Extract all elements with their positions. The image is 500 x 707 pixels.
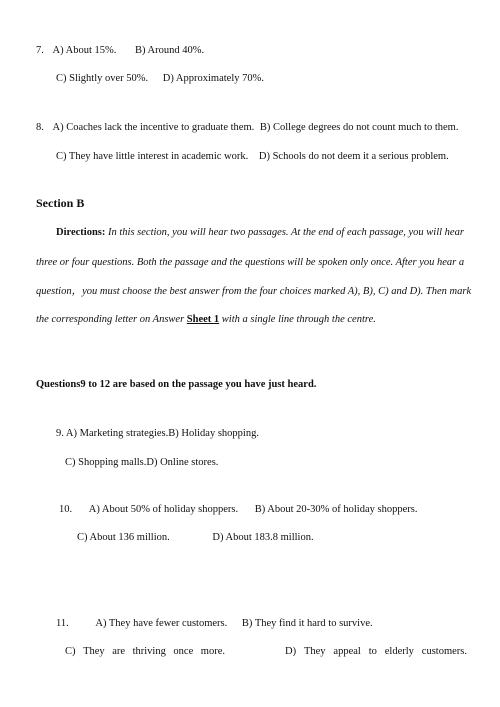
option-b: B) Around 40%. <box>135 45 205 56</box>
directions-line-4 <box>36 313 376 326</box>
option-b: B) They find it hard to survive. <box>241 618 373 629</box>
answer-sheet-reference: Sheet 1 <box>186 314 220 325</box>
option-word: elderly <box>384 646 414 657</box>
option-a: A) Coaches lack the incentive to graduate them. <box>52 122 255 133</box>
question-7-line-2 <box>56 72 264 85</box>
option-b: B) College degrees do not count much to them. <box>259 122 459 133</box>
directions-label: Directions: <box>56 227 106 238</box>
directions-line-2: three or four questions. Both the passage and the questions will be spoken only once. After you hear a <box>36 257 465 268</box>
directions-line-1 <box>56 226 464 239</box>
option-word: more. <box>200 646 225 657</box>
option-word: once <box>173 646 194 657</box>
question-8-line-1 <box>36 121 458 134</box>
section-title: Section B <box>36 196 85 210</box>
question-8-line-2 <box>56 150 449 163</box>
option-b: B) About 20-30% of holiday shoppers. <box>254 504 418 515</box>
option-word: C) <box>65 646 76 657</box>
option-word: customers. <box>421 646 467 657</box>
option-a: A) About 50% of holiday shoppers. <box>88 504 239 515</box>
option-d: D) Schools do not deem it a serious problem. <box>258 151 449 162</box>
option-word: to <box>368 646 377 657</box>
question-11-line-1 <box>56 617 373 630</box>
question-number: 8. <box>36 122 44 133</box>
question-11-line-2 <box>65 645 467 658</box>
option-c: C) They have little interest in academic work. <box>56 151 249 162</box>
option-d <box>285 645 467 658</box>
option-word: They <box>303 646 326 657</box>
option-c <box>65 645 225 658</box>
option-a: A) They have fewer customers. <box>95 618 228 629</box>
directions-text: the corresponding letter on Answer <box>36 314 187 325</box>
option-a: A) About 15%. <box>52 45 117 56</box>
question-10-line-2 <box>77 531 314 544</box>
directions-text: with a single line through the centre. <box>219 314 376 325</box>
directions-line-3: question，you must choose the best answer from the four choices marked A), B), C) and D). Then mark <box>36 286 472 297</box>
option-d: D) Approximately 70%. <box>162 73 264 84</box>
option-word: appeal <box>333 646 361 657</box>
question-9-line-2: C) Shopping malls.D) Online stores. <box>65 457 219 468</box>
option-c: C) About 136 million. <box>77 532 170 543</box>
question-7-line-1 <box>36 44 204 57</box>
question-number: 10. <box>59 504 73 515</box>
option-word: thriving <box>132 646 166 657</box>
option-word: D) <box>285 646 297 657</box>
option-word: They <box>83 646 105 657</box>
question-number: 11. <box>56 618 69 629</box>
question-10-line-1 <box>59 503 417 516</box>
questions-heading: Questions9 to 12 are based on the passage you have just heard. <box>36 379 317 390</box>
option-c: C) Slightly over 50%. <box>56 73 149 84</box>
question-9-line-1: 9. A) Marketing strategies.B) Holiday shopping. <box>56 428 259 439</box>
option-d: D) About 183.8 million. <box>212 532 314 543</box>
question-number: 7. <box>36 45 44 56</box>
directions-text: In this section, you will hear two passages. At the end of each passage, you will hear <box>105 227 464 238</box>
option-word: are <box>112 646 126 657</box>
